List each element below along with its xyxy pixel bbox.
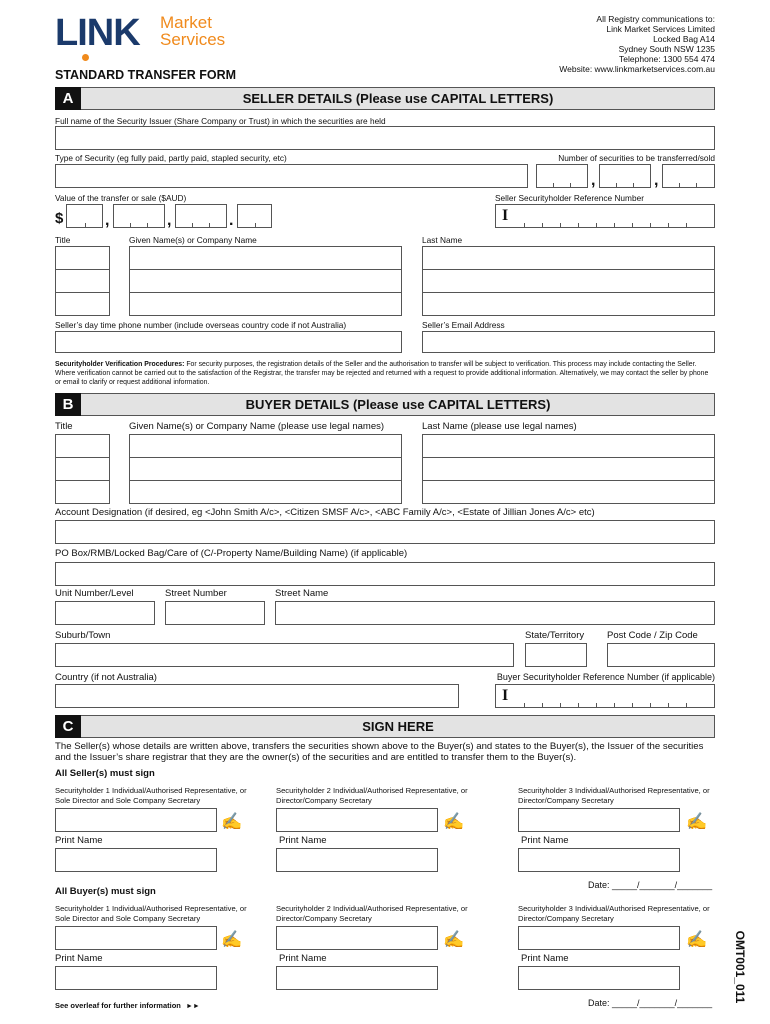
print-name-label: Print Name (521, 953, 569, 964)
buyer-last-2[interactable] (422, 457, 715, 481)
buyer-holder3-caption: Securityholder 3 Individual/Authorised Representative, or Director/Company Secretary (518, 904, 710, 923)
buyer-last-3[interactable] (422, 480, 715, 504)
signature-pen-icon: ✍ (221, 812, 243, 831)
number-securities-label: Number of securities to be transferred/sold (558, 153, 715, 163)
dollar-sign: $ (55, 210, 64, 227)
po-box-field[interactable] (55, 562, 715, 586)
logo-market-text: Market (160, 13, 212, 32)
seller-srn-label: Seller Securityholder Reference Number (495, 193, 644, 203)
buyer-signature-3[interactable] (518, 926, 680, 950)
buyer-srn-field[interactable] (495, 684, 715, 708)
buyer-print-name-2[interactable] (276, 966, 438, 990)
srn-prefix: I (502, 207, 509, 224)
logo-dot-icon (82, 54, 89, 61)
street-name-field[interactable] (275, 601, 715, 625)
seller-last-3[interactable] (422, 292, 715, 316)
print-name-label: Print Name (279, 953, 327, 964)
po-box-label: PO Box/RMB/Locked Bag/Care of (C/-Property Name/Building Name) (if applicable) (55, 548, 408, 559)
form-title: STANDARD TRANSFER FORM (55, 68, 237, 82)
print-name-label: Print Name (279, 835, 327, 846)
signature-pen-icon: ✍ (221, 930, 243, 949)
unit-field[interactable] (55, 601, 155, 625)
street-number-field[interactable] (165, 601, 265, 625)
designation-field[interactable] (55, 520, 715, 544)
state-label: State/Territory (525, 630, 585, 641)
buyer-print-name-3[interactable] (518, 966, 680, 990)
number-group-3[interactable] (662, 164, 715, 188)
value-label: Value of the transfer or sale ($AUD) (55, 193, 187, 203)
overleaf-text: See overleaf for further information (55, 1001, 181, 1010)
last-name-label: Last Name (422, 235, 463, 245)
section-c-header (55, 715, 715, 738)
value-group-3[interactable] (175, 204, 227, 228)
logo-services-text: Services (160, 30, 226, 49)
street-number-label: Street Number (165, 588, 227, 599)
print-name-label: Print Name (55, 953, 103, 964)
buyer-given-2[interactable] (129, 457, 402, 481)
issuer-field[interactable] (55, 126, 715, 150)
buyer-given-1[interactable] (129, 434, 402, 458)
srn-prefix: I (502, 687, 509, 704)
buyer-title-label: Title (55, 421, 73, 432)
double-arrow-icon: ►► (185, 1003, 200, 1010)
section-a-header (55, 87, 715, 110)
logo-link-text: LINK (55, 12, 140, 54)
email-label: Seller’s Email Address (422, 320, 505, 330)
street-name-label: Street Name (275, 588, 329, 599)
buyer-title-3[interactable] (55, 480, 110, 504)
postcode-label: Post Code / Zip Code (607, 630, 698, 641)
seller-title-3[interactable] (55, 292, 110, 316)
comma-separator: , (654, 172, 659, 189)
print-name-label: Print Name (55, 835, 103, 846)
registry-line: Telephone: 1300 554 474 (619, 54, 715, 64)
buyer-title-2[interactable] (55, 457, 110, 481)
section-title: BUYER DETAILS (Please use CAPITAL LETTERS) (245, 397, 551, 412)
seller-holder2-caption: Securityholder 2 Individual/Authorised Representative, or Director/Company Secretary (276, 786, 468, 805)
buyer-signature-1[interactable] (55, 926, 217, 950)
country-field[interactable] (55, 684, 459, 708)
seller-last-1[interactable] (422, 246, 715, 270)
section-title: SELLER DETAILS (Please use CAPITAL LETTERS) (242, 91, 554, 106)
verification-text: For security purposes, the registration details of the Seller and the authorisation to transfer will be subject to verification. This process may include contacting the Seller. Where verification cannot be carried out to the satisfaction of the Registrar, the transfer may be rejected and returned with a request to provide additional information. Alternatively, we may contact the seller by phone or email to clarify or request additional information. (55, 361, 709, 387)
verification-bold: Securityholder Verification Procedures: (55, 361, 185, 368)
seller-signature-1[interactable] (55, 808, 217, 832)
form-code: OMT001_011 (733, 930, 747, 1004)
seller-holder1-caption: Securityholder 1 Individual/Authorised Representative, or Sole Director and Sole Company Secretary (55, 786, 247, 805)
section-title: SIGN HERE (362, 719, 434, 734)
number-group-2[interactable] (599, 164, 651, 188)
registry-line: Locked Bag A14 (653, 34, 715, 44)
seller-date[interactable]: Date: _____/_______/_______ (588, 880, 713, 890)
registry-line: All Registry communications to: (596, 14, 715, 24)
title-label: Title (55, 235, 71, 245)
seller-signature-3[interactable] (518, 808, 680, 832)
seller-print-name-3[interactable] (518, 848, 680, 872)
security-type-field[interactable] (55, 164, 528, 188)
seller-print-name-1[interactable] (55, 848, 217, 872)
buyer-srn-label: Buyer Securityholder Reference Number (if applicable) (496, 672, 715, 682)
section-b-header (55, 393, 715, 416)
suburb-label: Suburb/Town (55, 630, 111, 641)
postcode-field[interactable] (607, 643, 715, 667)
state-field[interactable] (525, 643, 587, 667)
buyer-holder1-caption: Securityholder 1 Individual/Authorised Representative, or Sole Director and Sole Company Secretary (55, 904, 247, 923)
comma-separator: , (167, 212, 172, 229)
signature-pen-icon: ✍ (443, 930, 465, 949)
buyer-signature-2[interactable] (276, 926, 438, 950)
value-cents[interactable] (237, 204, 272, 228)
comma-separator: , (105, 212, 110, 229)
seller-title-1[interactable] (55, 246, 110, 270)
registry-line: Website: www.linkmarketservices.com.au (559, 64, 715, 74)
seller-given-3[interactable] (129, 292, 402, 316)
seller-srn-field[interactable] (495, 204, 715, 228)
signature-pen-icon: ✍ (443, 812, 465, 831)
section-letter: A (55, 87, 81, 110)
seller-holder3-caption: Securityholder 3 Individual/Authorised Representative, or Director/Company Secretary (518, 786, 710, 805)
buyer-holder2-caption: Securityholder 2 Individual/Authorised Representative, or Director/Company Secretary (276, 904, 468, 923)
buyers-must-sign: All Buyer(s) must sign (55, 886, 156, 897)
registry-line: Sydney South NSW 1235 (618, 44, 715, 54)
designation-label: Account Designation (if desired, eg <John Smith A/c>, <Citizen SMSF A/c>, <ABC Family A/c>, <Estate of Jillian Jones A/c> etc) (55, 507, 595, 518)
unit-label: Unit Number/Level (55, 588, 134, 599)
phone-field[interactable] (55, 331, 402, 353)
print-name-label: Print Name (521, 835, 569, 846)
registry-info (559, 14, 715, 74)
buyer-last-label: Last Name (please use legal names) (422, 421, 577, 432)
email-field[interactable] (422, 331, 715, 353)
buyer-print-name-1[interactable] (55, 966, 217, 990)
issuer-label: Full name of the Security Issuer (Share Company or Trust) in which the securities are held (55, 116, 386, 126)
value-group-2[interactable] (113, 204, 165, 228)
buyer-last-1[interactable] (422, 434, 715, 458)
transfer-statement: The Seller(s) whose details are written above, transfers the securities shown above to the Buyer(s) and states to the Buyer(s), the Issuer of the securities and the Issuer’s share registrar that they are the owner(s) of the securities and are entitled to transfer them to the Buyer(s). (55, 741, 704, 763)
number-group-1[interactable] (536, 164, 588, 188)
seller-last-2[interactable] (422, 269, 715, 293)
country-label: Country (if not Australia) (55, 672, 157, 683)
suburb-field[interactable] (55, 643, 514, 667)
seller-signature-2[interactable] (276, 808, 438, 832)
decimal-separator: . (229, 212, 234, 229)
seller-print-name-2[interactable] (276, 848, 438, 872)
sellers-must-sign: All Seller(s) must sign (55, 768, 155, 779)
signature-pen-icon: ✍ (686, 812, 708, 831)
logo (55, 14, 235, 64)
signature-pen-icon: ✍ (686, 930, 708, 949)
value-group-1[interactable] (66, 204, 103, 228)
seller-given-1[interactable] (129, 246, 402, 270)
seller-given-2[interactable] (129, 269, 402, 293)
registry-line: Link Market Services Limited (606, 24, 715, 34)
buyer-date[interactable]: Date: _____/_______/_______ (588, 998, 713, 1008)
section-letter: C (55, 715, 81, 738)
seller-title-2[interactable] (55, 269, 110, 293)
buyer-title-1[interactable] (55, 434, 110, 458)
phone-label: Seller’s day time phone number (include overseas country code if not Australia) (55, 320, 347, 330)
buyer-given-label: Given Name(s) or Company Name (please use legal names) (129, 421, 385, 432)
comma-separator: , (591, 172, 596, 189)
buyer-given-3[interactable] (129, 480, 402, 504)
section-letter: B (55, 393, 81, 416)
security-type-label: Type of Security (eg fully paid, partly paid, stapled security, etc) (55, 153, 287, 163)
overleaf-note (55, 1001, 200, 1010)
verification-note (55, 360, 715, 388)
given-name-label: Given Name(s) or Company Name (129, 235, 257, 245)
